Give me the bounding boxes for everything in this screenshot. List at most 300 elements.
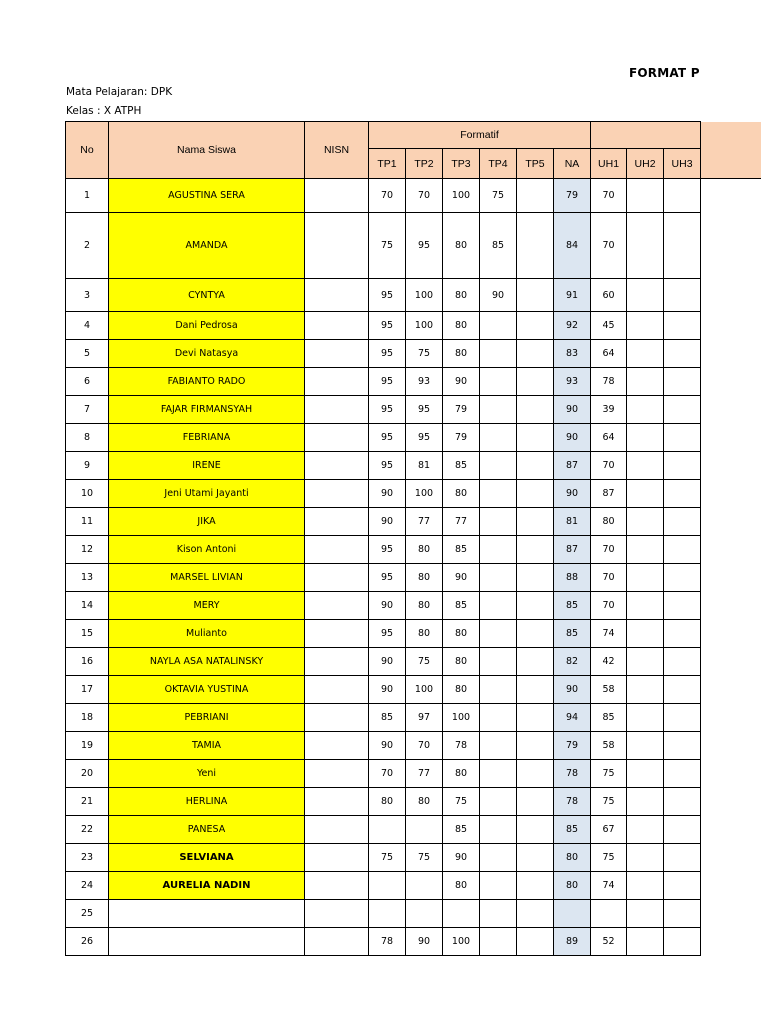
nisn-cell bbox=[305, 396, 369, 424]
score-tp3: 80 bbox=[443, 620, 480, 648]
score-uh1 bbox=[591, 900, 627, 928]
score-tp1: 90 bbox=[369, 676, 406, 704]
row-number: 26 bbox=[66, 928, 109, 956]
score-tp2: 100 bbox=[406, 480, 443, 508]
score-tp3: 80 bbox=[443, 760, 480, 788]
row-number: 23 bbox=[66, 844, 109, 872]
row-number: 11 bbox=[66, 508, 109, 536]
score-tp3: 90 bbox=[443, 564, 480, 592]
row-number: 1 bbox=[66, 179, 109, 213]
score-tp2: 77 bbox=[406, 760, 443, 788]
student-name: AURELIA NADIN bbox=[109, 872, 305, 900]
student-name: CYNTYA bbox=[109, 279, 305, 312]
score-tp3: 80 bbox=[443, 213, 480, 279]
row-extension bbox=[701, 760, 761, 788]
header-tp5: TP5 bbox=[517, 149, 554, 179]
score-uh1: 70 bbox=[591, 564, 627, 592]
score-uh3 bbox=[664, 844, 701, 872]
score-tp4 bbox=[480, 704, 517, 732]
score-uh3 bbox=[664, 424, 701, 452]
header-name: Nama Siswa bbox=[109, 122, 305, 179]
nisn-cell bbox=[305, 213, 369, 279]
score-tp2: 75 bbox=[406, 648, 443, 676]
table-row bbox=[66, 592, 761, 620]
score-na: 85 bbox=[554, 592, 591, 620]
nisn-cell bbox=[305, 816, 369, 844]
score-uh3 bbox=[664, 648, 701, 676]
score-uh1: 78 bbox=[591, 368, 627, 396]
header-nisn: NISN bbox=[305, 122, 369, 179]
score-tp3: 80 bbox=[443, 340, 480, 368]
nisn-cell bbox=[305, 844, 369, 872]
row-number: 3 bbox=[66, 279, 109, 312]
score-tp3 bbox=[443, 900, 480, 928]
student-name: NAYLA ASA NATALINSKY bbox=[109, 648, 305, 676]
score-uh3 bbox=[664, 368, 701, 396]
score-na: 84 bbox=[554, 213, 591, 279]
score-uh1: 75 bbox=[591, 788, 627, 816]
student-name: PEBRIANI bbox=[109, 704, 305, 732]
score-uh1: 60 bbox=[591, 279, 627, 312]
nisn-cell bbox=[305, 648, 369, 676]
score-tp2: 100 bbox=[406, 312, 443, 340]
table-row bbox=[66, 900, 761, 928]
score-tp2: 95 bbox=[406, 396, 443, 424]
header-uh1: UH1 bbox=[591, 149, 627, 179]
score-uh2 bbox=[627, 396, 664, 424]
nisn-cell bbox=[305, 480, 369, 508]
header-uh2: UH2 bbox=[627, 149, 664, 179]
row-extension bbox=[701, 620, 761, 648]
score-uh2 bbox=[627, 480, 664, 508]
score-tp5 bbox=[517, 788, 554, 816]
header-formatif: Formatif bbox=[369, 122, 591, 149]
row-number: 18 bbox=[66, 704, 109, 732]
table-row bbox=[66, 213, 761, 279]
score-tp1: 75 bbox=[369, 213, 406, 279]
score-tp5 bbox=[517, 480, 554, 508]
header-tp2: TP2 bbox=[406, 149, 443, 179]
score-tp5 bbox=[517, 620, 554, 648]
score-uh1: 39 bbox=[591, 396, 627, 424]
score-uh3 bbox=[664, 179, 701, 213]
score-tp5 bbox=[517, 816, 554, 844]
score-uh3 bbox=[664, 592, 701, 620]
row-extension bbox=[701, 536, 761, 564]
score-tp4 bbox=[480, 564, 517, 592]
score-tp5 bbox=[517, 536, 554, 564]
score-tp5 bbox=[517, 704, 554, 732]
score-tp5 bbox=[517, 396, 554, 424]
nisn-cell bbox=[305, 452, 369, 480]
score-tp1: 70 bbox=[369, 760, 406, 788]
nisn-cell bbox=[305, 179, 369, 213]
score-tp2: 70 bbox=[406, 179, 443, 213]
score-uh3 bbox=[664, 732, 701, 760]
score-tp3: 85 bbox=[443, 452, 480, 480]
score-tp3: 100 bbox=[443, 179, 480, 213]
table-row bbox=[66, 928, 761, 956]
score-na: 87 bbox=[554, 452, 591, 480]
score-na: 80 bbox=[554, 872, 591, 900]
score-tp4 bbox=[480, 312, 517, 340]
row-extension bbox=[701, 872, 761, 900]
header-row-1 bbox=[66, 122, 761, 149]
table-row bbox=[66, 396, 761, 424]
table-row bbox=[66, 648, 761, 676]
student-name bbox=[109, 900, 305, 928]
table-row bbox=[66, 368, 761, 396]
row-extension bbox=[701, 452, 761, 480]
score-na bbox=[554, 900, 591, 928]
nisn-cell bbox=[305, 312, 369, 340]
score-tp2: 75 bbox=[406, 844, 443, 872]
row-extension bbox=[701, 564, 761, 592]
score-uh3 bbox=[664, 816, 701, 844]
score-tp2: 75 bbox=[406, 340, 443, 368]
score-uh3 bbox=[664, 396, 701, 424]
header-na: NA bbox=[554, 149, 591, 179]
score-tp4: 75 bbox=[480, 179, 517, 213]
table-row bbox=[66, 732, 761, 760]
score-uh1: 67 bbox=[591, 816, 627, 844]
score-tp3: 85 bbox=[443, 536, 480, 564]
score-tp3: 80 bbox=[443, 872, 480, 900]
header-tp4: TP4 bbox=[480, 149, 517, 179]
score-tp1: 95 bbox=[369, 452, 406, 480]
score-tp2: 90 bbox=[406, 928, 443, 956]
score-tp1: 95 bbox=[369, 620, 406, 648]
score-tp3: 80 bbox=[443, 648, 480, 676]
score-tp4: 90 bbox=[480, 279, 517, 312]
nisn-cell bbox=[305, 508, 369, 536]
score-tp1: 75 bbox=[369, 844, 406, 872]
score-uh1: 70 bbox=[591, 213, 627, 279]
score-tp4 bbox=[480, 536, 517, 564]
nisn-cell bbox=[305, 564, 369, 592]
score-tp4 bbox=[480, 620, 517, 648]
subject-label: Mata Pelajaran: DPK bbox=[66, 86, 173, 98]
score-na: 85 bbox=[554, 620, 591, 648]
score-uh3 bbox=[664, 788, 701, 816]
score-uh2 bbox=[627, 788, 664, 816]
score-uh2 bbox=[627, 676, 664, 704]
nisn-cell bbox=[305, 760, 369, 788]
row-extension bbox=[701, 213, 761, 279]
score-tp2: 80 bbox=[406, 620, 443, 648]
score-tp2: 80 bbox=[406, 564, 443, 592]
table-row bbox=[66, 760, 761, 788]
score-tp5 bbox=[517, 424, 554, 452]
score-tp1: 95 bbox=[369, 312, 406, 340]
row-extension bbox=[701, 704, 761, 732]
score-uh2 bbox=[627, 213, 664, 279]
score-tp2: 95 bbox=[406, 213, 443, 279]
nisn-cell bbox=[305, 592, 369, 620]
score-tp3: 77 bbox=[443, 508, 480, 536]
score-na: 90 bbox=[554, 676, 591, 704]
row-extension bbox=[701, 279, 761, 312]
student-name: JIKA bbox=[109, 508, 305, 536]
score-uh2 bbox=[627, 179, 664, 213]
row-extension bbox=[701, 648, 761, 676]
row-extension bbox=[701, 928, 761, 956]
row-extension bbox=[701, 396, 761, 424]
row-extension bbox=[701, 676, 761, 704]
score-tp5 bbox=[517, 452, 554, 480]
student-name: FABIANTO RADO bbox=[109, 368, 305, 396]
score-tp1: 95 bbox=[369, 396, 406, 424]
score-na: 89 bbox=[554, 928, 591, 956]
row-number: 9 bbox=[66, 452, 109, 480]
score-uh2 bbox=[627, 732, 664, 760]
student-name: Devi Natasya bbox=[109, 340, 305, 368]
score-tp3: 79 bbox=[443, 396, 480, 424]
score-uh1: 70 bbox=[591, 536, 627, 564]
student-name: SELVIANA bbox=[109, 844, 305, 872]
score-tp2: 93 bbox=[406, 368, 443, 396]
score-tp3: 85 bbox=[443, 592, 480, 620]
row-number: 22 bbox=[66, 816, 109, 844]
score-tp2: 80 bbox=[406, 592, 443, 620]
row-extension bbox=[701, 424, 761, 452]
score-uh2 bbox=[627, 648, 664, 676]
score-uh1: 70 bbox=[591, 452, 627, 480]
score-uh2 bbox=[627, 508, 664, 536]
score-uh3 bbox=[664, 536, 701, 564]
nisn-cell bbox=[305, 676, 369, 704]
score-tp4 bbox=[480, 592, 517, 620]
score-tp5 bbox=[517, 179, 554, 213]
score-uh2 bbox=[627, 760, 664, 788]
student-name: Dani Pedrosa bbox=[109, 312, 305, 340]
row-number: 7 bbox=[66, 396, 109, 424]
score-uh1: 70 bbox=[591, 592, 627, 620]
row-number: 15 bbox=[66, 620, 109, 648]
score-tp4 bbox=[480, 648, 517, 676]
score-tp4 bbox=[480, 844, 517, 872]
table-row bbox=[66, 844, 761, 872]
class-label: Kelas : X ATPH bbox=[66, 105, 142, 117]
table-row bbox=[66, 279, 761, 312]
score-tp4 bbox=[480, 760, 517, 788]
nisn-cell bbox=[305, 340, 369, 368]
nisn-cell bbox=[305, 536, 369, 564]
nisn-cell bbox=[305, 900, 369, 928]
score-tp2: 80 bbox=[406, 788, 443, 816]
score-tp4 bbox=[480, 900, 517, 928]
score-tp1: 95 bbox=[369, 424, 406, 452]
table-row bbox=[66, 508, 761, 536]
score-na: 79 bbox=[554, 179, 591, 213]
student-name: AMANDA bbox=[109, 213, 305, 279]
header-extension-2 bbox=[701, 149, 761, 179]
score-tp3: 90 bbox=[443, 368, 480, 396]
row-extension bbox=[701, 508, 761, 536]
score-uh3 bbox=[664, 676, 701, 704]
score-tp4 bbox=[480, 396, 517, 424]
nisn-cell bbox=[305, 620, 369, 648]
row-extension bbox=[701, 592, 761, 620]
score-tp1: 95 bbox=[369, 368, 406, 396]
row-extension bbox=[701, 732, 761, 760]
score-tp1 bbox=[369, 900, 406, 928]
table-row bbox=[66, 340, 761, 368]
score-uh1: 74 bbox=[591, 620, 627, 648]
row-number: 17 bbox=[66, 676, 109, 704]
score-tp1: 90 bbox=[369, 732, 406, 760]
score-uh1: 70 bbox=[591, 179, 627, 213]
score-uh2 bbox=[627, 368, 664, 396]
score-tp2 bbox=[406, 900, 443, 928]
score-na: 90 bbox=[554, 424, 591, 452]
header-tp3: TP3 bbox=[443, 149, 480, 179]
score-tp5 bbox=[517, 564, 554, 592]
row-number: 5 bbox=[66, 340, 109, 368]
row-number: 13 bbox=[66, 564, 109, 592]
score-tp2: 97 bbox=[406, 704, 443, 732]
score-uh2 bbox=[627, 452, 664, 480]
header-uh-group bbox=[591, 122, 701, 149]
score-tp2: 80 bbox=[406, 536, 443, 564]
score-uh2 bbox=[627, 704, 664, 732]
score-tp3: 100 bbox=[443, 704, 480, 732]
score-tp1: 80 bbox=[369, 788, 406, 816]
student-name: OKTAVIA YUSTINA bbox=[109, 676, 305, 704]
table-row bbox=[66, 179, 761, 213]
table-row bbox=[66, 424, 761, 452]
nisn-cell bbox=[305, 872, 369, 900]
score-tp4 bbox=[480, 340, 517, 368]
table-row bbox=[66, 872, 761, 900]
score-uh2 bbox=[627, 340, 664, 368]
score-tp3: 80 bbox=[443, 312, 480, 340]
row-number: 12 bbox=[66, 536, 109, 564]
score-uh1: 42 bbox=[591, 648, 627, 676]
student-name: IRENE bbox=[109, 452, 305, 480]
score-uh3 bbox=[664, 312, 701, 340]
row-number: 2 bbox=[66, 213, 109, 279]
row-extension bbox=[701, 368, 761, 396]
score-tp1: 95 bbox=[369, 340, 406, 368]
score-tp5 bbox=[517, 760, 554, 788]
score-na: 83 bbox=[554, 340, 591, 368]
score-tp4 bbox=[480, 928, 517, 956]
header-uh3: UH3 bbox=[664, 149, 701, 179]
score-tp2: 100 bbox=[406, 279, 443, 312]
score-uh3 bbox=[664, 452, 701, 480]
row-number: 24 bbox=[66, 872, 109, 900]
score-tp1 bbox=[369, 872, 406, 900]
score-tp2: 70 bbox=[406, 732, 443, 760]
score-na: 81 bbox=[554, 508, 591, 536]
grade-table-body bbox=[66, 179, 761, 956]
table-row bbox=[66, 452, 761, 480]
score-na: 92 bbox=[554, 312, 591, 340]
row-extension bbox=[701, 900, 761, 928]
score-uh2 bbox=[627, 900, 664, 928]
score-uh2 bbox=[627, 312, 664, 340]
score-tp1: 95 bbox=[369, 564, 406, 592]
score-tp5 bbox=[517, 592, 554, 620]
score-tp1: 70 bbox=[369, 179, 406, 213]
score-tp3: 79 bbox=[443, 424, 480, 452]
nisn-cell bbox=[305, 424, 369, 452]
score-tp2: 95 bbox=[406, 424, 443, 452]
score-tp3: 80 bbox=[443, 480, 480, 508]
score-tp2: 77 bbox=[406, 508, 443, 536]
score-tp5 bbox=[517, 213, 554, 279]
score-tp3: 85 bbox=[443, 816, 480, 844]
score-uh2 bbox=[627, 564, 664, 592]
score-tp1: 90 bbox=[369, 592, 406, 620]
row-extension bbox=[701, 179, 761, 213]
student-name: MARSEL LIVIAN bbox=[109, 564, 305, 592]
score-tp1: 95 bbox=[369, 279, 406, 312]
table-row bbox=[66, 564, 761, 592]
table-row bbox=[66, 816, 761, 844]
student-name: HERLINA bbox=[109, 788, 305, 816]
header-tp1: TP1 bbox=[369, 149, 406, 179]
student-name: FAJAR FIRMANSYAH bbox=[109, 396, 305, 424]
score-tp4 bbox=[480, 732, 517, 760]
student-name: PANESA bbox=[109, 816, 305, 844]
score-uh3 bbox=[664, 340, 701, 368]
score-uh3 bbox=[664, 704, 701, 732]
score-uh2 bbox=[627, 279, 664, 312]
score-uh1: 58 bbox=[591, 676, 627, 704]
score-uh3 bbox=[664, 279, 701, 312]
score-tp5 bbox=[517, 732, 554, 760]
table-row bbox=[66, 788, 761, 816]
score-tp5 bbox=[517, 872, 554, 900]
nisn-cell bbox=[305, 704, 369, 732]
score-uh1: 87 bbox=[591, 480, 627, 508]
score-tp5 bbox=[517, 844, 554, 872]
score-na: 82 bbox=[554, 648, 591, 676]
student-name: AGUSTINA SERA bbox=[109, 179, 305, 213]
student-name bbox=[109, 928, 305, 956]
score-na: 78 bbox=[554, 788, 591, 816]
score-tp5 bbox=[517, 340, 554, 368]
score-tp4 bbox=[480, 452, 517, 480]
score-uh2 bbox=[627, 872, 664, 900]
score-uh2 bbox=[627, 424, 664, 452]
row-extension bbox=[701, 340, 761, 368]
student-name: Kison Antoni bbox=[109, 536, 305, 564]
student-name: Jeni Utami Jayanti bbox=[109, 480, 305, 508]
score-na: 87 bbox=[554, 536, 591, 564]
score-tp2 bbox=[406, 872, 443, 900]
table-row bbox=[66, 620, 761, 648]
nisn-cell bbox=[305, 368, 369, 396]
score-tp1: 85 bbox=[369, 704, 406, 732]
score-uh1: 85 bbox=[591, 704, 627, 732]
score-na: 80 bbox=[554, 844, 591, 872]
score-uh1: 74 bbox=[591, 872, 627, 900]
score-tp5 bbox=[517, 508, 554, 536]
score-tp3: 90 bbox=[443, 844, 480, 872]
score-uh3 bbox=[664, 564, 701, 592]
student-name: TAMIA bbox=[109, 732, 305, 760]
score-tp3: 80 bbox=[443, 676, 480, 704]
score-na: 91 bbox=[554, 279, 591, 312]
row-extension bbox=[701, 480, 761, 508]
score-uh3 bbox=[664, 480, 701, 508]
score-uh2 bbox=[627, 844, 664, 872]
score-tp4 bbox=[480, 788, 517, 816]
student-name: FEBRIANA bbox=[109, 424, 305, 452]
